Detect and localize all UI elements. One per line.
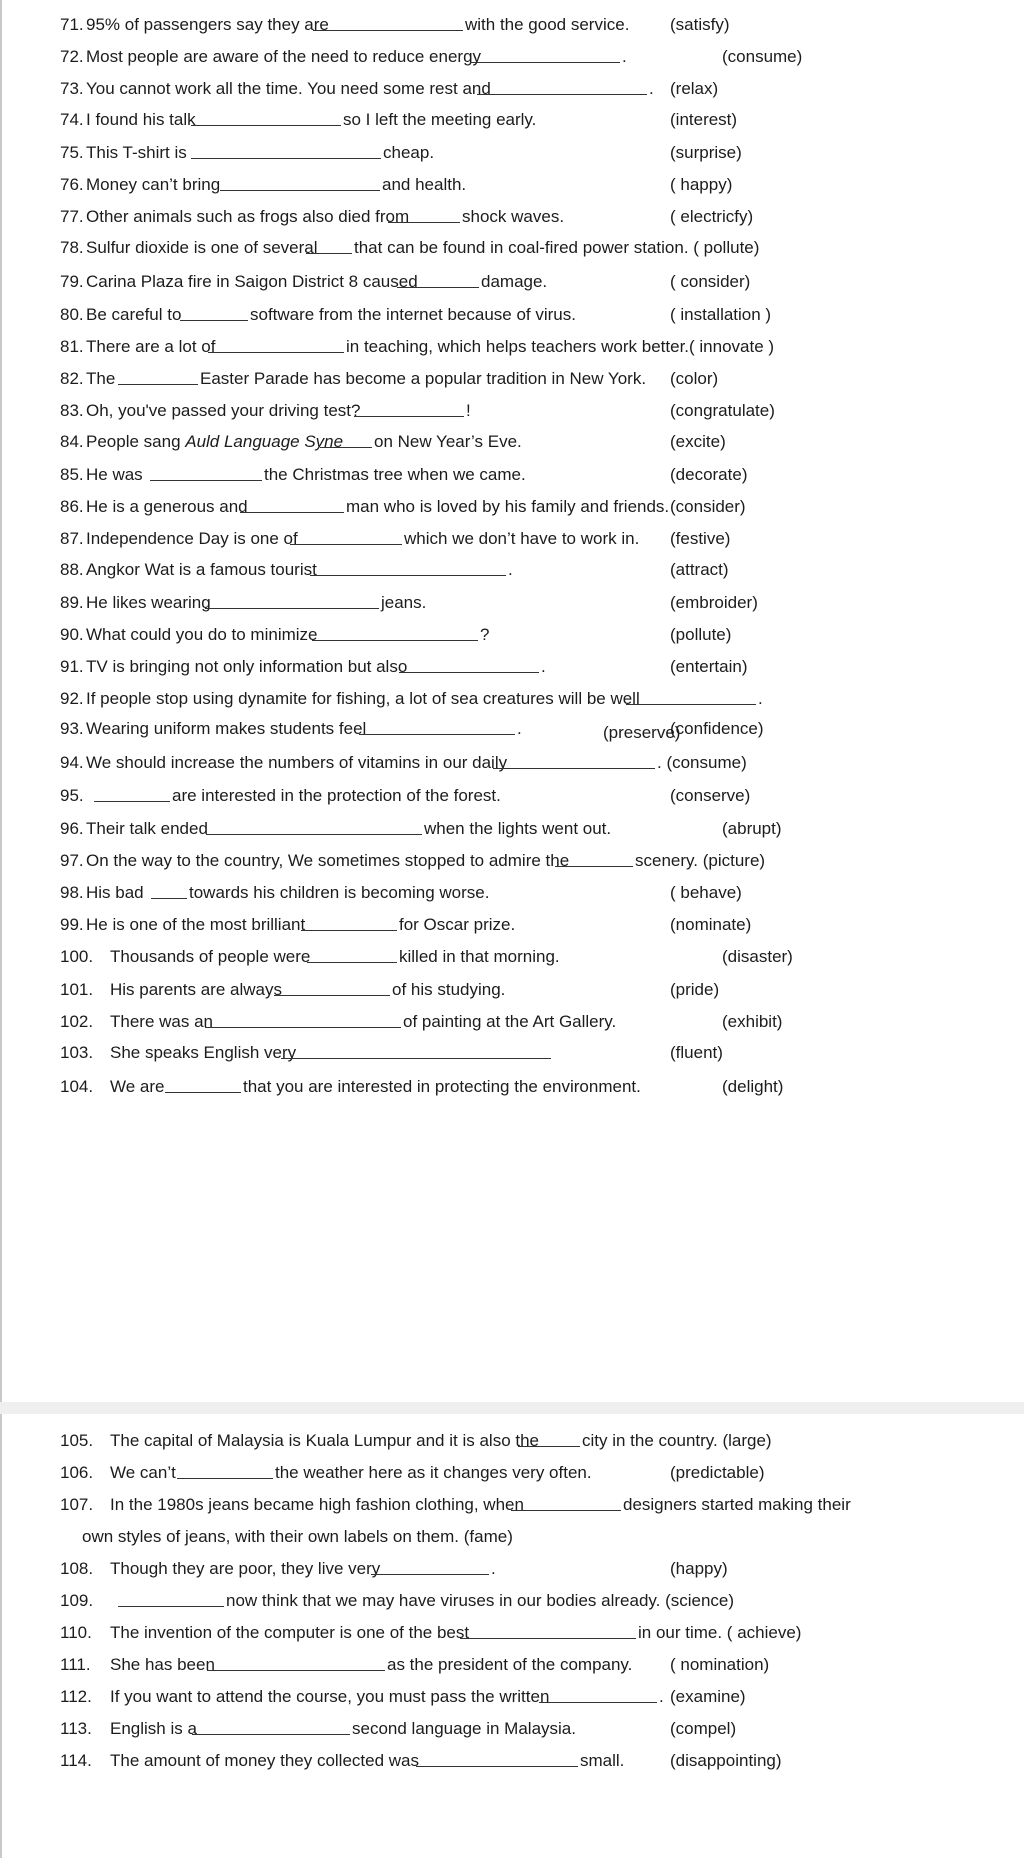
- word-hint: (exhibit): [722, 1012, 783, 1031]
- question-text-after: in our time. ( achieve): [638, 1623, 802, 1642]
- question-104: [2, 1070, 1024, 1104]
- question-number: 114.: [60, 1751, 92, 1770]
- question-85: [2, 458, 1024, 492]
- question-text-after: jeans.: [381, 593, 427, 612]
- answer-blank[interactable]: [301, 930, 397, 931]
- word-hint: ( behave): [670, 883, 742, 902]
- answer-blank[interactable]: [539, 1702, 657, 1703]
- word-hint: (surprise): [670, 143, 742, 162]
- answer-blank[interactable]: [518, 1446, 580, 1447]
- question-81: [2, 330, 1024, 364]
- answer-blank[interactable]: [460, 1638, 636, 1639]
- question-91: [2, 650, 1024, 684]
- question-number: 100.: [60, 947, 94, 966]
- answer-blank[interactable]: [416, 1766, 578, 1767]
- question-80: [2, 298, 1024, 332]
- question-number: 84.: [60, 432, 84, 451]
- question-text-after: for Oscar prize.: [399, 915, 516, 934]
- question-text-after: man who is loved by his family and friends.: [346, 497, 670, 516]
- question-text-before: On the way to the country, We sometimes stopped to admire the: [86, 851, 570, 870]
- question-text-before: The amount of money they collected was: [110, 1751, 419, 1770]
- question-text-before: People sang: [86, 432, 181, 451]
- answer-blank[interactable]: [240, 512, 344, 513]
- question-number: 75.: [60, 143, 84, 162]
- question-number: 88.: [60, 560, 84, 579]
- question-text-after: .: [649, 79, 654, 98]
- question-105: [2, 1424, 1024, 1458]
- question-text-after: shock waves.: [462, 207, 565, 226]
- answer-blank[interactable]: [371, 1574, 489, 1575]
- word-hint: (pollute): [670, 625, 732, 644]
- question-text-before: You cannot work all the time. You need some rest and: [86, 79, 491, 98]
- answer-blank[interactable]: [397, 287, 479, 288]
- answer-blank[interactable]: [470, 62, 620, 63]
- answer-blank[interactable]: [312, 640, 478, 641]
- word-hint: ( installation ): [670, 305, 772, 324]
- question-text-before: We are: [110, 1077, 165, 1096]
- answer-blank[interactable]: [191, 125, 341, 126]
- question-number: 92.: [60, 689, 84, 708]
- question-text-after: that you are interested in protecting the environment.: [243, 1077, 641, 1096]
- question-text-after: are interested in the protection of the forest.: [172, 786, 501, 805]
- question-96: [2, 812, 1024, 846]
- question-text-before: His bad: [86, 883, 144, 902]
- question-number: 99.: [60, 915, 84, 934]
- question-84: [2, 425, 1024, 459]
- question-text-before: She speaks English very: [110, 1043, 297, 1062]
- question-88: [2, 553, 1024, 587]
- question-text-after: .: [622, 47, 627, 66]
- question-number: 85.: [60, 465, 84, 484]
- question-113: [2, 1712, 1024, 1746]
- question-number: 96.: [60, 819, 84, 838]
- word-hint: (decorate): [670, 465, 748, 484]
- question-number: 87.: [60, 529, 84, 548]
- question-continuation: [2, 1520, 1024, 1554]
- question-text-after: .: [517, 719, 522, 738]
- question-number: 110.: [60, 1623, 92, 1642]
- question-text-before: Wearing uniform makes students feel: [86, 719, 367, 738]
- question-87: [2, 522, 1024, 556]
- question-text-before: Oh, you've passed your driving test?: [86, 401, 361, 420]
- question-text-before: The invention of the computer is one of the best: [110, 1623, 470, 1642]
- word-hint: (abrupt): [722, 819, 782, 838]
- word-hint: (festive): [670, 529, 731, 548]
- worksheet-page-2: [0, 1414, 1024, 1858]
- question-text-before: There are a lot of: [86, 337, 216, 356]
- question-number: 71.: [60, 15, 84, 34]
- question-number: 77.: [60, 207, 84, 226]
- question-108: [2, 1552, 1024, 1586]
- question-text-before: What could you do to minimize: [86, 625, 318, 644]
- question-94: [2, 746, 1024, 780]
- question-text-before: The capital of Malaysia is Kuala Lumpur and it is also the: [110, 1431, 540, 1450]
- question-74: [2, 103, 1024, 137]
- word-hint: (examine): [670, 1687, 746, 1706]
- answer-blank[interactable]: [388, 222, 460, 223]
- word-hint: (disaster): [722, 947, 793, 966]
- question-number: 72.: [60, 47, 84, 66]
- question-number: 108.: [60, 1559, 94, 1578]
- word-hint: (disappointing): [670, 1751, 782, 1770]
- question-number: 80.: [60, 305, 84, 324]
- question-text-after: on New Year’s Eve.: [374, 432, 522, 451]
- question-114: [2, 1744, 1024, 1778]
- question-number: 101.: [60, 980, 94, 999]
- question-text-before: If you want to attend the course, you must pass the written: [110, 1687, 550, 1706]
- answer-blank[interactable]: [477, 94, 647, 95]
- question-text-after: .: [508, 560, 513, 579]
- question-text-before: In the 1980s jeans became high fashion clothing, when: [110, 1495, 524, 1514]
- question-text-before: Angkor Wat is a famous tourist: [86, 560, 317, 579]
- question-text-before: The: [86, 369, 116, 388]
- question-text-before: Most people are aware of the need to reduce energy: [86, 47, 482, 66]
- answer-blank[interactable]: [177, 1478, 273, 1479]
- question-text-after: second language in Malaysia.: [352, 1719, 576, 1738]
- question-text-after: . (consume): [657, 753, 747, 772]
- question-number: 74.: [60, 110, 84, 129]
- word-hint: (consider): [670, 497, 746, 516]
- question-text-before: Independence Day is one of: [86, 529, 298, 548]
- question-90: [2, 618, 1024, 652]
- question-93: [2, 712, 1024, 746]
- answer-blank[interactable]: [320, 447, 372, 448]
- word-hint: ( electricfy): [670, 207, 754, 226]
- question-75: [2, 136, 1024, 170]
- question-97: [2, 844, 1024, 878]
- word-hint: (satisfy): [670, 15, 730, 34]
- word-hint: (color): [670, 369, 719, 388]
- question-100: [2, 940, 1024, 974]
- question-number: 82.: [60, 369, 84, 388]
- answer-blank[interactable]: [208, 352, 344, 353]
- question-text-before: I found his talk: [86, 110, 196, 129]
- answer-blank[interactable]: [290, 544, 402, 545]
- question-number: 83.: [60, 401, 84, 420]
- question-86: [2, 490, 1024, 524]
- question-number: 102.: [60, 1012, 94, 1031]
- answer-blank[interactable]: [354, 416, 464, 417]
- answer-blank[interactable]: [281, 1058, 551, 1059]
- question-78: [2, 231, 1024, 265]
- question-number: 103.: [60, 1043, 94, 1062]
- answer-blank[interactable]: [205, 1027, 401, 1028]
- answer-blank[interactable]: [399, 672, 539, 673]
- question-number: 113.: [60, 1719, 92, 1738]
- question-112: [2, 1680, 1024, 1714]
- answer-blank[interactable]: [118, 1606, 224, 1607]
- word-hint: (consume): [722, 47, 803, 66]
- answer-blank[interactable]: [493, 768, 655, 769]
- question-text-before: He likes wearing: [86, 593, 211, 612]
- question-72: [2, 40, 1024, 74]
- question-number: 105.: [60, 1431, 94, 1450]
- word-hint: (relax): [670, 79, 719, 98]
- question-107: [2, 1488, 1024, 1522]
- question-text-after: cheap.: [383, 143, 435, 162]
- question-number: 111.: [60, 1655, 91, 1674]
- question-text-after: now think that we may have viruses in our bodies already. (science): [226, 1591, 735, 1610]
- question-text-before: There was an: [110, 1012, 213, 1031]
- answer-blank[interactable]: [207, 1670, 385, 1671]
- question-text-after: as the president of the company.: [387, 1655, 633, 1674]
- question-text-after: city in the country. (large): [582, 1431, 772, 1450]
- question-text-after: killed in that morning.: [399, 947, 560, 966]
- question-text-after: that can be found in coal-fired power station. ( pollute): [354, 238, 760, 257]
- word-hint: (compel): [670, 1719, 737, 1738]
- answer-blank[interactable]: [118, 384, 198, 385]
- question-number: 106.: [60, 1463, 94, 1482]
- word-hint: ( happy): [670, 175, 733, 194]
- question-text-after: with the good service.: [465, 15, 630, 34]
- answer-blank[interactable]: [165, 1092, 241, 1093]
- question-text-before: Be careful to: [86, 305, 182, 324]
- question-text-after: .: [659, 1687, 664, 1706]
- question-text-before: Thousands of people were: [110, 947, 311, 966]
- question-number: 109.: [60, 1591, 94, 1610]
- word-hint: (delight): [722, 1077, 784, 1096]
- question-text-after: the weather here as it changes very often.: [275, 1463, 592, 1482]
- question-text-before: We can’t: [110, 1463, 176, 1482]
- question-text-continued: own styles of jeans, with their own labels on them. (fame): [82, 1527, 513, 1546]
- answer-blank[interactable]: [313, 30, 463, 31]
- question-number: 79.: [60, 272, 84, 291]
- question-text-before: This T-shirt is: [86, 143, 187, 162]
- answer-blank[interactable]: [555, 866, 633, 867]
- question-text-after: small.: [580, 1751, 625, 1770]
- question-number: 86.: [60, 497, 84, 516]
- question-text-after: .: [758, 689, 763, 708]
- question-text-after: towards his children is becoming worse.: [189, 883, 490, 902]
- word-hint: (congratulate): [670, 401, 775, 420]
- word-hint: (happy): [670, 1559, 728, 1578]
- word-hint: (conserve): [670, 786, 751, 805]
- question-77: [2, 200, 1024, 234]
- question-text-before: Though they are poor, they live very: [110, 1559, 381, 1578]
- question-98: [2, 876, 1024, 910]
- question-text-after: .: [491, 1559, 496, 1578]
- question-110: [2, 1616, 1024, 1650]
- word-hint: ( nomination): [670, 1655, 770, 1674]
- question-text-after: damage.: [481, 272, 548, 291]
- question-text-after: of painting at the Art Gallery.: [403, 1012, 617, 1031]
- question-79: [2, 265, 1024, 299]
- question-number: 81.: [60, 337, 84, 356]
- question-number: 94.: [60, 753, 84, 772]
- question-text-before: TV is bringing not only information but also: [86, 657, 408, 676]
- answer-blank[interactable]: [306, 253, 352, 254]
- word-hint: (predictable): [670, 1463, 765, 1482]
- question-text-after: which we don’t have to work in.: [404, 529, 640, 548]
- question-number: 78.: [60, 238, 84, 257]
- question-text-before: He is one of the most brilliant: [86, 915, 306, 934]
- question-76: [2, 168, 1024, 202]
- word-hint: (confidence): [670, 719, 764, 738]
- question-99: [2, 908, 1024, 942]
- question-95: [2, 779, 1024, 813]
- question-71: [2, 8, 1024, 42]
- question-text-before: He was: [86, 465, 143, 484]
- answer-blank[interactable]: [94, 801, 170, 802]
- word-hint: (interest): [670, 110, 738, 129]
- question-text-after: in teaching, which helps teachers work better.( innovate ): [346, 337, 775, 356]
- answer-blank[interactable]: [310, 575, 506, 576]
- answer-blank[interactable]: [180, 320, 248, 321]
- word-hint: (excite): [670, 432, 726, 451]
- question-number: 76.: [60, 175, 84, 194]
- question-number: 97.: [60, 851, 84, 870]
- question-text-before: 95% of passengers say they are: [86, 15, 329, 34]
- question-text-after: designers started making their: [623, 1495, 851, 1514]
- question-103: [2, 1036, 1024, 1070]
- word-hint: ( consider): [670, 272, 751, 291]
- question-number: 91.: [60, 657, 84, 676]
- page-separator: [0, 1402, 1024, 1414]
- question-text-before: He is a generous and: [86, 497, 248, 516]
- question-text-before: If people stop using dynamite for fishing, a lot of sea creatures will be well: [86, 689, 640, 708]
- question-73: [2, 72, 1024, 106]
- question-text-after: Easter Parade has become a popular tradition in New York.: [200, 369, 647, 388]
- answer-blank[interactable]: [191, 158, 381, 159]
- question-111: [2, 1648, 1024, 1682]
- word-hint: (pride): [670, 980, 720, 999]
- answer-blank[interactable]: [150, 480, 262, 481]
- answer-blank[interactable]: [151, 898, 187, 899]
- word-hint: (embroider): [670, 593, 758, 612]
- answer-blank[interactable]: [205, 608, 379, 609]
- question-number: 112.: [60, 1687, 92, 1706]
- question-text-after: of his studying.: [392, 980, 506, 999]
- question-number: 104.: [60, 1077, 94, 1096]
- question-text-after: ?: [480, 625, 490, 644]
- question-text-after: !: [466, 401, 471, 420]
- question-text-before: Carina Plaza fire in Saigon District 8 caused: [86, 272, 418, 291]
- question-text-before: Other animals such as frogs also died from: [86, 207, 410, 226]
- answer-blank[interactable]: [192, 1734, 350, 1735]
- question-text-after: the Christmas tree when we came.: [264, 465, 526, 484]
- question-92: [2, 682, 1024, 716]
- question-text-before: We should increase the numbers of vitamins in our daily: [86, 753, 508, 772]
- question-text-before: His parents are always: [110, 980, 282, 999]
- question-number: 93.: [60, 719, 84, 738]
- question-number: 98.: [60, 883, 84, 902]
- word-hint: (preserve): [603, 723, 681, 742]
- question-106: [2, 1456, 1024, 1490]
- question-83: [2, 394, 1024, 428]
- question-text-after: software from the internet because of virus.: [250, 305, 576, 324]
- word-hint: (nominate): [670, 915, 752, 934]
- question-number: 89.: [60, 593, 84, 612]
- answer-blank[interactable]: [307, 962, 397, 963]
- question-82: [2, 362, 1024, 396]
- question-text-after: .: [541, 657, 546, 676]
- question-number: 95.: [60, 786, 84, 805]
- question-101: [2, 973, 1024, 1007]
- question-text-before: She has been: [110, 1655, 215, 1674]
- word-hint: (entertain): [670, 657, 748, 676]
- answer-blank[interactable]: [274, 995, 390, 996]
- question-text-before: Money can’t bring: [86, 175, 221, 194]
- answer-blank[interactable]: [220, 190, 380, 191]
- question-89: [2, 586, 1024, 620]
- question-text-after: so I left the meeting early.: [343, 110, 537, 129]
- question-102: [2, 1005, 1024, 1039]
- word-hint: (attract): [670, 560, 729, 579]
- question-number: 73.: [60, 79, 84, 98]
- question-109: [2, 1584, 1024, 1618]
- question-text-before: English is a: [110, 1719, 197, 1738]
- question-text-after: when the lights went out.: [424, 819, 612, 838]
- question-number: 107.: [60, 1495, 94, 1514]
- answer-blank[interactable]: [626, 704, 756, 705]
- answer-blank[interactable]: [359, 734, 515, 735]
- question-text-after: scenery. (picture): [635, 851, 766, 870]
- answer-blank[interactable]: [511, 1510, 621, 1511]
- word-hint: (fluent): [670, 1043, 723, 1062]
- question-text-before: Sulfur dioxide is one of several: [86, 238, 318, 257]
- answer-blank[interactable]: [206, 834, 422, 835]
- question-text-before: Their talk ended: [86, 819, 208, 838]
- question-number: 90.: [60, 625, 84, 644]
- question-text-after: and health.: [382, 175, 467, 194]
- song-title: Auld Language Syne: [185, 432, 344, 451]
